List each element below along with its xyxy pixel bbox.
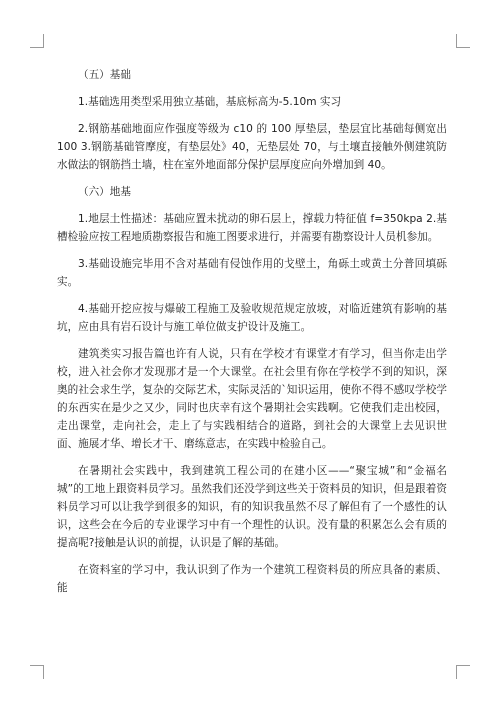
paragraph: 在资料室的学习中，我认识到了作为一个建筑工程资料员的所应具备的素质、能 bbox=[57, 564, 447, 594]
corner-mark-top-left-h bbox=[30, 47, 43, 48]
section-heading-subgrade: （六）地基 bbox=[78, 186, 131, 198]
corner-mark-bottom-right-h bbox=[457, 665, 470, 666]
corner-mark-bottom-left-h bbox=[30, 665, 43, 666]
paragraph: 1.地层土性描述：基础应置未扰动的卵石层上，撑载力特征值 f=350kpa 2.基槽检验应按工程地质勘察报告和施工图要求进行，并需要有勘察设计人员机参加。 bbox=[57, 213, 447, 243]
corner-mark-bottom-right-v bbox=[456, 665, 457, 679]
corner-mark-top-right-h bbox=[457, 47, 470, 48]
corner-mark-top-left-v bbox=[43, 34, 44, 48]
paragraph: 建筑类实习报告篇也许有人说，只有在学校才有课堂才有学习，但当你走出学校，进入社会你才发现那才是一个大课堂。在社会里有你在学校学不到的知识，深奥的社会求生学，复杂的交际艺术，实际灵活的`知识运用，使你不得不感叹学校学的东西实在是少之又少，同时也庆幸有这个暑期社会实践啊。它使我们走出校园，走出课堂，走向社会，走上了与实践相结合的道路，到社会的大课堂上去见识世面、施展才华、增长才干、磨练意志，在实践中检验自己。 bbox=[57, 348, 447, 450]
paragraph: 4.基础开挖应按与爆破工程施工及验收规范规定放坡，对临近建筑有影响的基坑，应由具有岩石设计与施工单位做支护设计及施工。 bbox=[57, 303, 447, 333]
paragraph: 在暑期社会实践中，我到建筑工程公司的在建小区——“聚宝城”和“金福名城”的工地上跟资料员学习。虽然我们还没学到这些关于资料员的知识，但是跟着资料员学习可以让我学到很多的知识，有的知识我虽然不尽了解但有了一个感性的认识，这些会在今后的专业课学习中有一个理性的认识。没有量的积累怎么会有质的提高呢?接触是认识的前提，认识是了解的基础。 bbox=[57, 465, 447, 549]
paragraph: 2.钢筋基础地面应作强度等级为 c10 的 100 厚垫层，垫层宜比基础每侧宽出 100 3.钢筋基础管摩度，有垫层处》40，无垫层处 70，与土壤直接触外侧建筑防水做法的钢筋挡土墙，柱在室外地面部分保护层厚度应向外增加到 40。 bbox=[57, 123, 447, 171]
document-page bbox=[57, 66, 447, 606]
section-heading-foundation: （五）基础 bbox=[78, 69, 131, 81]
paragraph: 1.基础选用类型采用独立基础，基底标高为-5.10m 实习 bbox=[78, 96, 342, 108]
corner-mark-bottom-left-v bbox=[43, 665, 44, 679]
corner-mark-top-right-v bbox=[456, 34, 457, 48]
paragraph: 3.基础设施完毕用不含对基础有侵蚀作用的戈壁土，角砾土或黄土分普回填砾实。 bbox=[57, 258, 447, 288]
